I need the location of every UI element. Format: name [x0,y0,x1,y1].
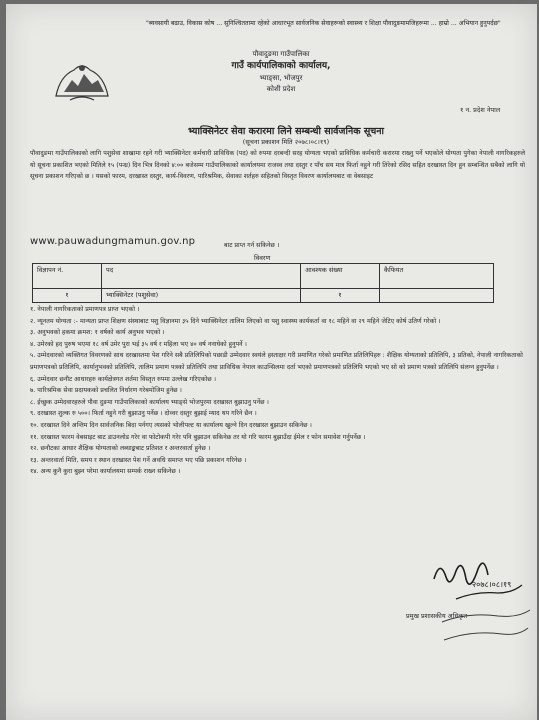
website-link[interactable]: www.pauwadungmamun.gov.np [30,236,196,247]
condition-item: १. नेपाली नागरिकताको प्रमाणपत्र प्राप्त भएको । [30,306,140,313]
province-label: १ न. प्रदेश नेपाल [460,106,501,114]
col-header-count: आवश्यक संख्या [301,264,380,289]
table-row [33,289,494,303]
table-caption: विवरण [254,254,271,262]
notice-body: पौवादुङमा गाउँपालिकाको लागि पशुसेवा शाखामा रहने गरी भ्याक्सिनेटर कर्मचारी प्राविधिक (पद) को रुपमा दरबन्दी सरह योग्यता भएको प्राविधिक कर्मचारी करारमा राख्नु पर्ने भएकोले योग्यता पुगेका नेपाली नागरिकहरुले यो सूचना प्रकाशित भएको मितिले १५ (पन्ध्र) दिन भित्र दिनको ४:०० बजेसम्म गाउँपालिकाको कार्यालयमा राजस्व तथा दस्तुर र पाँच सय मात्र फिर्ता नहुने गरी तिरेको रसिद सहित दरखास्त दिन हुन सम्बन्धित सबैको लागि यो सूचना प्रकाशन गरिएको छ । यसको फारम, दरखास्त दस्तुर, कार्य-विवरण, पारिश्रमिक, सेवाका शर्तहरु सहितको विस्तृत विवरण कार्यालयबाट वा वेबसाइट [30,150,525,181]
nepal-emblem-icon [50,56,114,106]
office-province: कोशी प्रदेश [266,85,296,93]
header-slogan: "ब्यवसायी बढाउ, विकास कोष ... सुनिश्चिततामा रहेको आधारभूत सार्वजनिक सेवाहरूको स्वास्थ्य र शिक्षा पौवादुङमामजिहरूमा ... हाम्रो ... अभियान हुनुपर्दछ" [146,20,501,27]
condition-item: १०. दरखास्त दिने अन्तिम दिन सार्वजनिक बिदा पर्नगए त्यसको भोलीपल्ट या कार्यालय खुल्ने दिन दरखास्त बुझाउन सकिनेछ । [30,421,312,429]
condition-item: १४. अन्य कुनै कुरा बुझ्न परेमा कार्यालयमा सम्पर्क राख्न सकिनेछ । [30,468,181,476]
condition-item: ११. दरखास्त फारम वेबसाइट बाट डाउनलोड गरेर वा फोटोकपी गरेर पनि बुझाउन सकिनेछ तर यो गरि फारम बुझाउँदा ईमेल र फोन समावेश गर्नुपर्नेछ । [30,433,366,441]
office-stamp [438,600,533,654]
condition-item: ५. उम्मेदवारको व्यक्तिगत विवरणको साथ दरखास्तमा पेश गरिने सबै प्रतिलिपिको पछाडी उम्मेदवार स्वयंले हस्ताक्षर गरी प्रमाणित गरेको प्रमाणित प्रतिलिपिहरु : शैक्षिक योग्यताको प्रतिलिपि, ३ प्रतिको, नेपाली नागरिकताको प्रमाणपत्रको प्रतिलिपि, कार्यानुभवको प्रतिलिपि, तालिम प्रमाण पत्रको प्रतिलिपि तथा प्राविधिक नेपाल काउन्सिलमा दर्ता भएको प्रमाणपत्रको प्रतिलिपि भएको भए सो को प्रमाण पत्रको प्रतिलिपि संलग्न हुनुपर्नेछ । [30,352,523,371]
notice-subtitle: (सूचना प्रकाशन मिति २०७८।०८।१९) [242,138,330,146]
cell-ad-no: १ [33,289,102,303]
office-address: भ्याङ्सा, भोजपुर [259,74,303,82]
condition-item: ३. अनुभवको हकमा क्रमश: १ वर्षको कार्य अनुभव भएको । [30,329,165,337]
condition-item: १२. छनौटका आधार शैक्षिक योग्यताको लब्धाङ्कबाट प्रतिशत र अन्तरवार्ता हुनेछ । [30,445,211,453]
condition-item: १३. अन्तरवार्ता मिति, समय र स्थान दरखास्त पेश गर्ने अवधि समाप्त भए पछि प्रकाशन गरिनेछ । [30,456,247,464]
col-header-position: पद [102,264,301,289]
notice-title: भ्याक्सिनेटर सेवा करारमा लिने सम्बन्धी सार्वजनिक सूचना [187,126,385,137]
office-name: गाउँ कार्यपालिकाको कार्यालय, [231,61,331,71]
cell-remarks [380,289,494,303]
condition-item: ४. उमेरको हद पुरुष भएमा १८ वर्ष उमेर पुरा भई ३५ वर्ष र महिला भए ४० वर्ष ननाघेको हुनुपर्ने । [30,340,247,348]
signature-date: २०७८।०८।१९ [472,580,512,589]
website-suffix: बाट प्राप्त गर्न सकिनेछ । [224,242,280,249]
col-header-ad-no: विज्ञापन नं. [33,264,102,289]
cell-position: भ्याक्सिनेटर (पशुसेवा) [102,289,301,303]
condition-item: ८. ईच्छुक उम्मेदवारहरुले पौवा दुङमा गाउँपालिकाको कार्यालय भ्याङ्से भोजपुरमा दरखास्त बुझाउनु पर्नेछ । [30,398,269,406]
vacancy-table [32,263,494,303]
col-header-remarks: कैफियत [380,264,494,289]
cell-count: १ [301,289,380,303]
municipality-name: पौवादुङमा गाउँपालिका [252,50,310,58]
conditions-list [30,304,525,478]
notice-paper [6,4,537,720]
table-header-row [33,264,494,289]
condition-item: ९. दरखास्त शुल्क रु ५००। फिर्ता नहुने गरी बुझाउनु पर्नेछ । दोव्वर दस्तुर बुझाई म्याद थप गरिने छैन । [30,410,257,418]
condition-item: ६. उम्मेदवार छनौट आधारहरु कार्यक्षेत्रगत शर्तमा विस्तृत रुपमा उल्लेख गरिएकोछ । [30,375,217,383]
condition-item: ७. पारिश्रमिक सेवा प्रदायकको प्रचलित निर्धारण गरेबमोजिम हुनेछ । [30,387,182,395]
officer-title: प्रमुख प्रशासकीय अधिकृत [406,612,468,620]
office-heading [206,49,356,95]
condition-item: २. न्यूनतम योग्यता :- मान्यता प्राप्त शिक्षण संस्थाबाट पशु विज्ञानमा ३५ दिने भ्याक्सिनेटर तालिम लिएको वा पशु स्वास्थ्य कार्यकर्ता वा १८ महिने वा २९ महिने जेटिए कोर्ष उतिर्ण गरेको । [30,317,441,325]
